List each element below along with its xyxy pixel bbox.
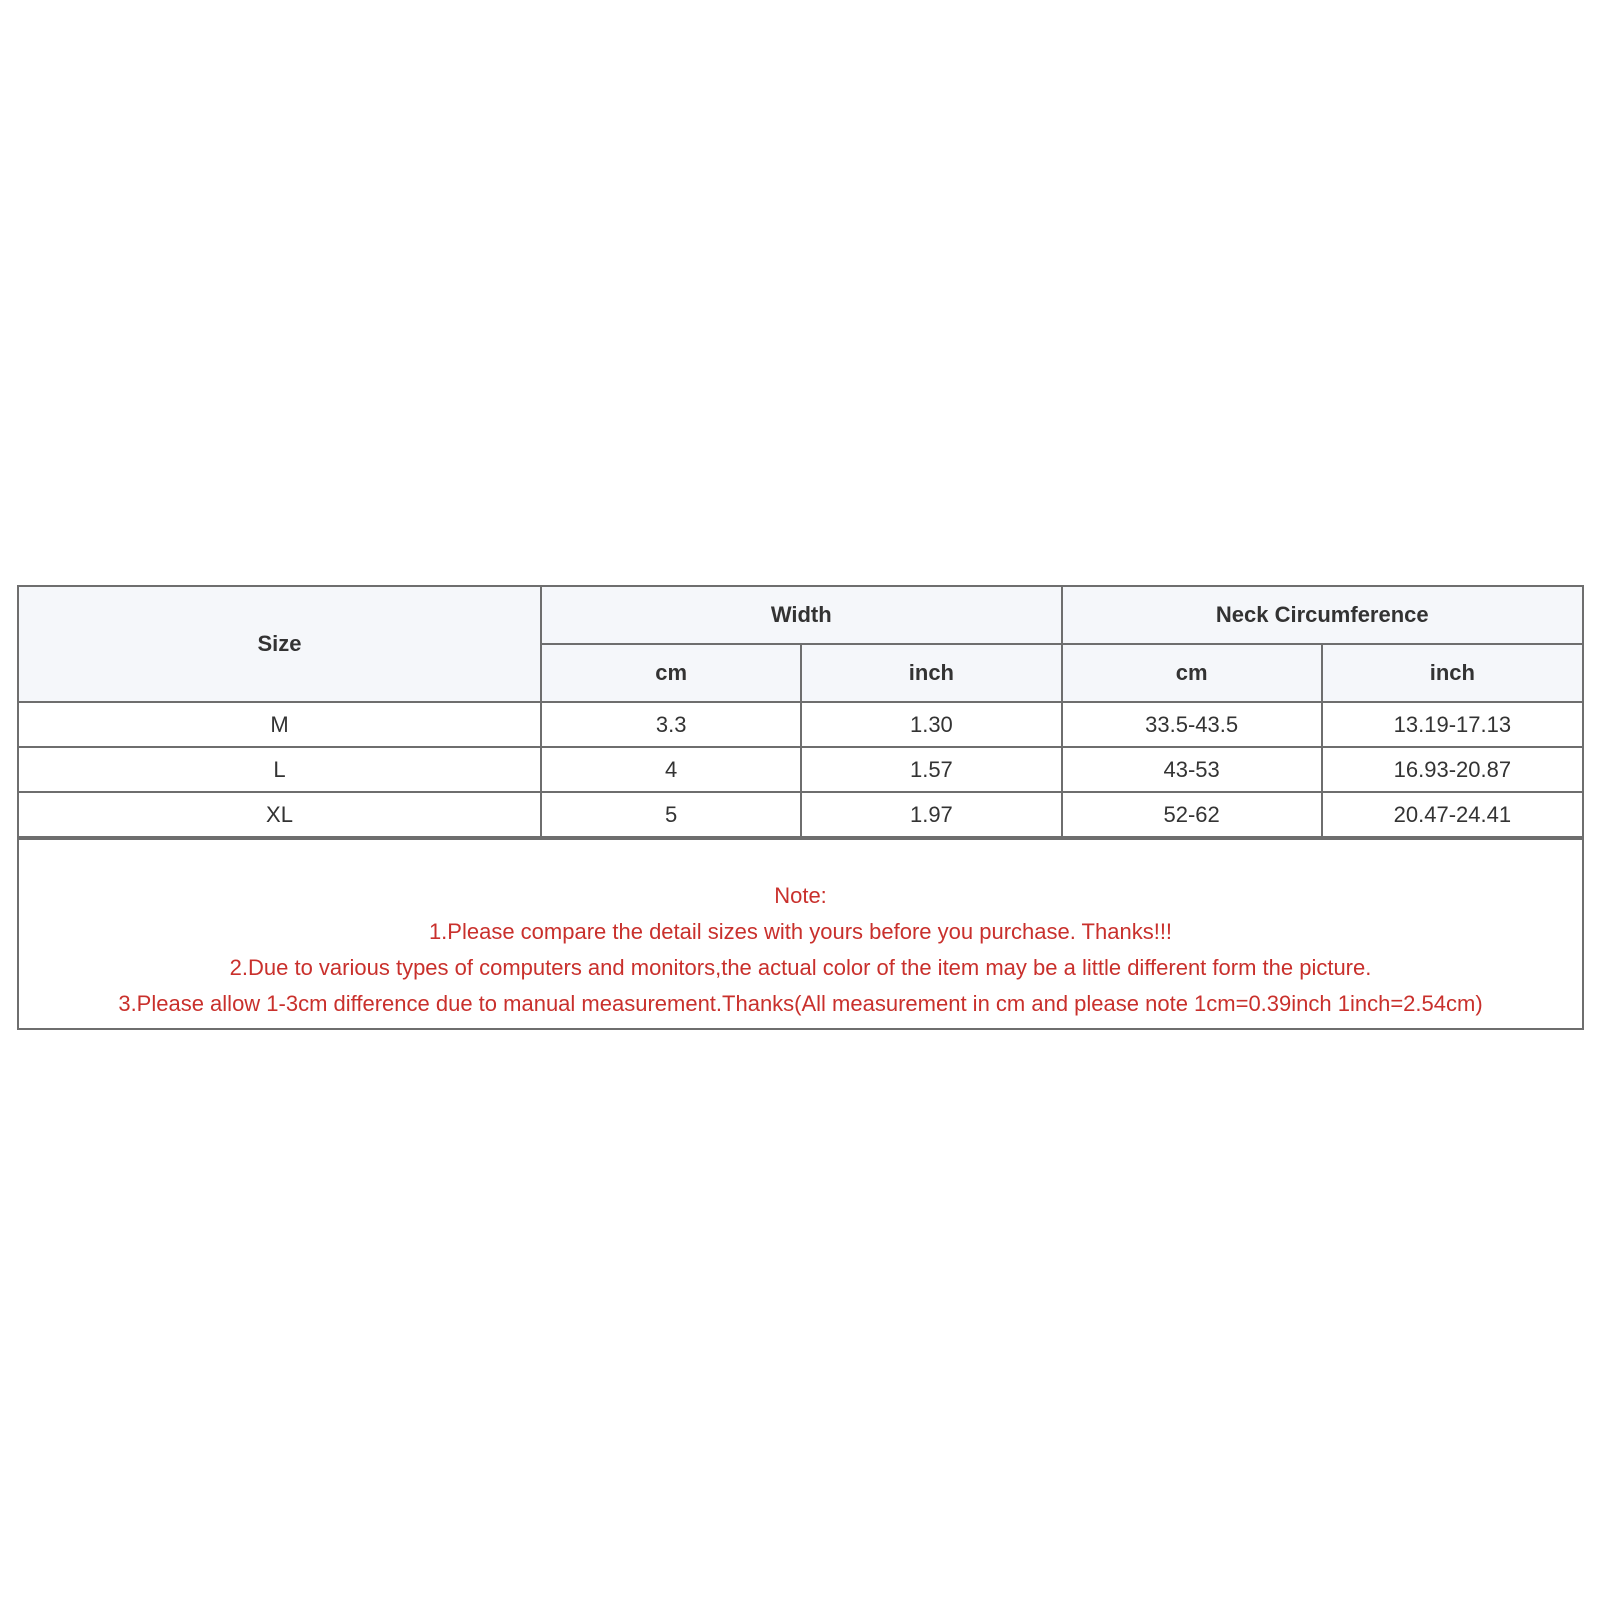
notes-section [19,838,1582,1028]
cell-size: M [19,702,541,747]
cell-neck-inch: 13.19-17.13 [1322,702,1582,747]
cell-width-inch: 1.57 [801,747,1061,792]
table-row [19,702,1582,747]
cell-size: XL [19,792,541,837]
cell-size: L [19,747,541,792]
header-neck-inch: inch [1322,644,1582,702]
note-line-3: 3.Please allow 1-3cm difference due to manual measurement.Thanks(All measurement in cm and please note 1cm=0.39inch 1inch=2.54cm) [118,991,1483,1016]
cell-neck-inch: 16.93-20.87 [1322,747,1582,792]
note-line-2: 2.Due to various types of computers and monitors,the actual color of the item may be a little different form the picture. [229,955,1372,980]
size-table [19,587,1582,838]
cell-width-inch: 1.97 [801,792,1061,837]
header-row-groups [19,587,1582,644]
cell-width-cm: 4 [541,747,801,792]
header-width: Width [541,587,1061,644]
cell-width-inch: 1.30 [801,702,1061,747]
cell-width-cm: 3.3 [541,702,801,747]
header-size: Size [19,587,541,702]
table-row [19,792,1582,837]
note-line-1: 1.Please compare the detail sizes with yours before you purchase. Thanks!!! [428,919,1173,944]
size-chart [17,585,1584,1030]
header-neck-cm: cm [1062,644,1322,702]
header-width-inch: inch [801,644,1061,702]
cell-neck-cm: 52-62 [1062,792,1322,837]
cell-neck-cm: 43-53 [1062,747,1322,792]
table-row [19,747,1582,792]
cell-neck-cm: 33.5-43.5 [1062,702,1322,747]
cell-width-cm: 5 [541,792,801,837]
header-width-cm: cm [541,644,801,702]
note-title: Note: [774,883,827,908]
cell-neck-inch: 20.47-24.41 [1322,792,1582,837]
header-neck-circumference: Neck Circumference [1062,587,1583,644]
